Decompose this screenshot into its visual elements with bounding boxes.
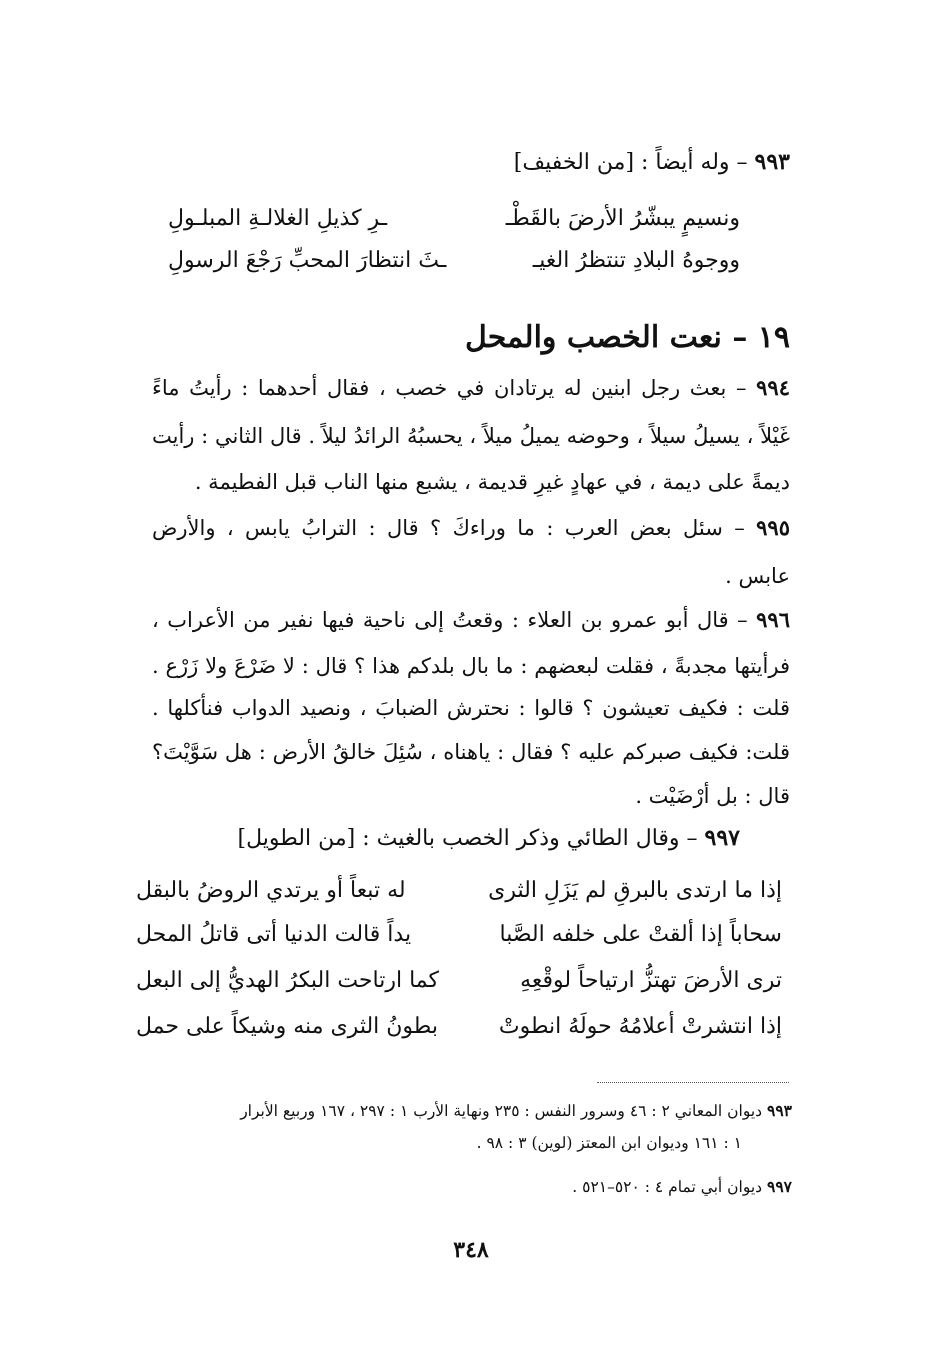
section-heading xyxy=(465,318,790,358)
entry-number: ٩٩٧ xyxy=(704,825,740,851)
paragraph-line: عابس . xyxy=(725,564,790,588)
verse-first-hemistich: ونسيمٍ يبشّرُ الأرضَ بالقَطْـ xyxy=(505,206,740,231)
entry-number: ٩٩٣ xyxy=(754,149,790,175)
footnote xyxy=(572,1174,792,1200)
footnote-text: ديوان المعاني ٢ : ٤٦ وسرور النفس : ٢٣٥ ونهاية الأرب ١ : ٢٩٧ ، ١٦٧ وربيع الأبرار xyxy=(240,1102,763,1120)
footnote-number: ٩٩٣ xyxy=(767,1101,792,1120)
paragraph-line: ديمةً على ديمة ، في عهادٍ غيرِ قديمة ، يشبع منها الناب قبل الفطيمة . xyxy=(194,470,790,494)
footnote-text: ديوان أبي تمام ٤ : ٥٢٠–٥٢١ . xyxy=(572,1178,763,1196)
verse-second-hemistich: بطونُ الثرى منه وشيكاً على حمل xyxy=(136,1014,438,1039)
entry-intro: – وله أيضاً : [من الخفيف] xyxy=(513,150,755,175)
verse-first-hemistich: سحاباً إذا ألقتْ على خلفه الصَّبا xyxy=(499,922,782,947)
verse-second-hemistich: يداً قالت الدنيا أتى قاتلُ المحل xyxy=(136,922,412,947)
section-number: ١٩ xyxy=(757,320,790,355)
paragraph-line: فرأيتها مجدبةً ، فقلت لبعضهم : ما بال بلدكم هذا ؟ قال : لا ضَرْعَ ولا زَرْع . xyxy=(152,654,790,678)
footnote xyxy=(240,1098,792,1124)
entry-number: ٩٩٥ xyxy=(756,515,790,540)
page-number: ٣٤٨ xyxy=(453,1237,489,1263)
entry-intro: – وقال الطائي وذكر الخصب بالغيث : [من الطويل] xyxy=(237,826,705,851)
verse-first-hemistich: إذا ما ارتدى بالبرقِ لم يَزَلِ الثرى xyxy=(488,878,782,903)
verse-second-hemistich: ـرِ كذيلِ الغلالـةِ المبلـولِ xyxy=(168,206,388,231)
paragraph-line: ٩٩٦ – قال أبو عمرو بن العلاء : وقعتُ إلى ناحية فيها نفير من الأعراب ، xyxy=(152,607,790,632)
paragraph-line: ٩٩٤ – بعث رجل ابنين له يرتادان في خصب ، فقال أحدهما : رأيتُ ماءً xyxy=(152,375,790,400)
entry-997-heading xyxy=(238,822,740,855)
footnote-separator xyxy=(597,1082,789,1083)
paragraph-line: قال : بل أرْضَيْت . xyxy=(635,784,790,808)
paragraph-line: قلت: فكيف صبركم عليه ؟ فقال : ياهناه ، سُئِلَ خالقُ الأرض : هل سَوَّيْتَ؟ xyxy=(152,740,790,764)
verse-first-hemistich: ترى الأرضَ تهتزُّ ارتياحاً لوقْعِهِ xyxy=(520,968,782,993)
verse-second-hemistich: ـثَ انتظارَ المحبِّ رَجْعَ الرسولِ xyxy=(168,248,447,273)
entry-number: ٩٩٦ xyxy=(756,607,790,632)
footnote-number: ٩٩٧ xyxy=(767,1177,792,1196)
verse-first-hemistich: إذا انتشرتْ أعلامُهُ حولَهُ انطوتْ xyxy=(498,1014,782,1039)
paragraph-line: غَيْلاً ، يسيلُ سيلاً ، وحوضه يميلُ ميلاً ، يحسبُهُ الرائدُ ليلاً . قال الثاني : رأيت xyxy=(152,424,790,448)
entry-number: ٩٩٤ xyxy=(756,375,790,400)
paragraph-line: قلت : فكيف تعيشون ؟ قالوا : نحترش الضبابَ ، ونصيد الدواب فنأكلها . xyxy=(152,696,790,720)
paragraph-line: ٩٩٥ – سئل بعض العرب : ما وراءكَ ؟ قال : الترابُ يابس ، والأرض xyxy=(152,515,790,540)
entry-993-heading xyxy=(514,146,790,179)
section-title: – نعت الخصب والمحل xyxy=(465,320,758,355)
verse-second-hemistich: كما ارتاحت البكرُ الهديُّ إلى البعل xyxy=(136,968,439,993)
footnote-continuation: ١ : ١٦١ وديوان ابن المعتز (لوين) ٣ : ٩٨ . xyxy=(476,1134,742,1152)
verse-first-hemistich: ووجوهُ البلادِ تنتظرُ الغيـ xyxy=(532,248,740,273)
verse-second-hemistich: له تبعاً أو يرتدي الروضُ بالبقل xyxy=(136,878,406,903)
